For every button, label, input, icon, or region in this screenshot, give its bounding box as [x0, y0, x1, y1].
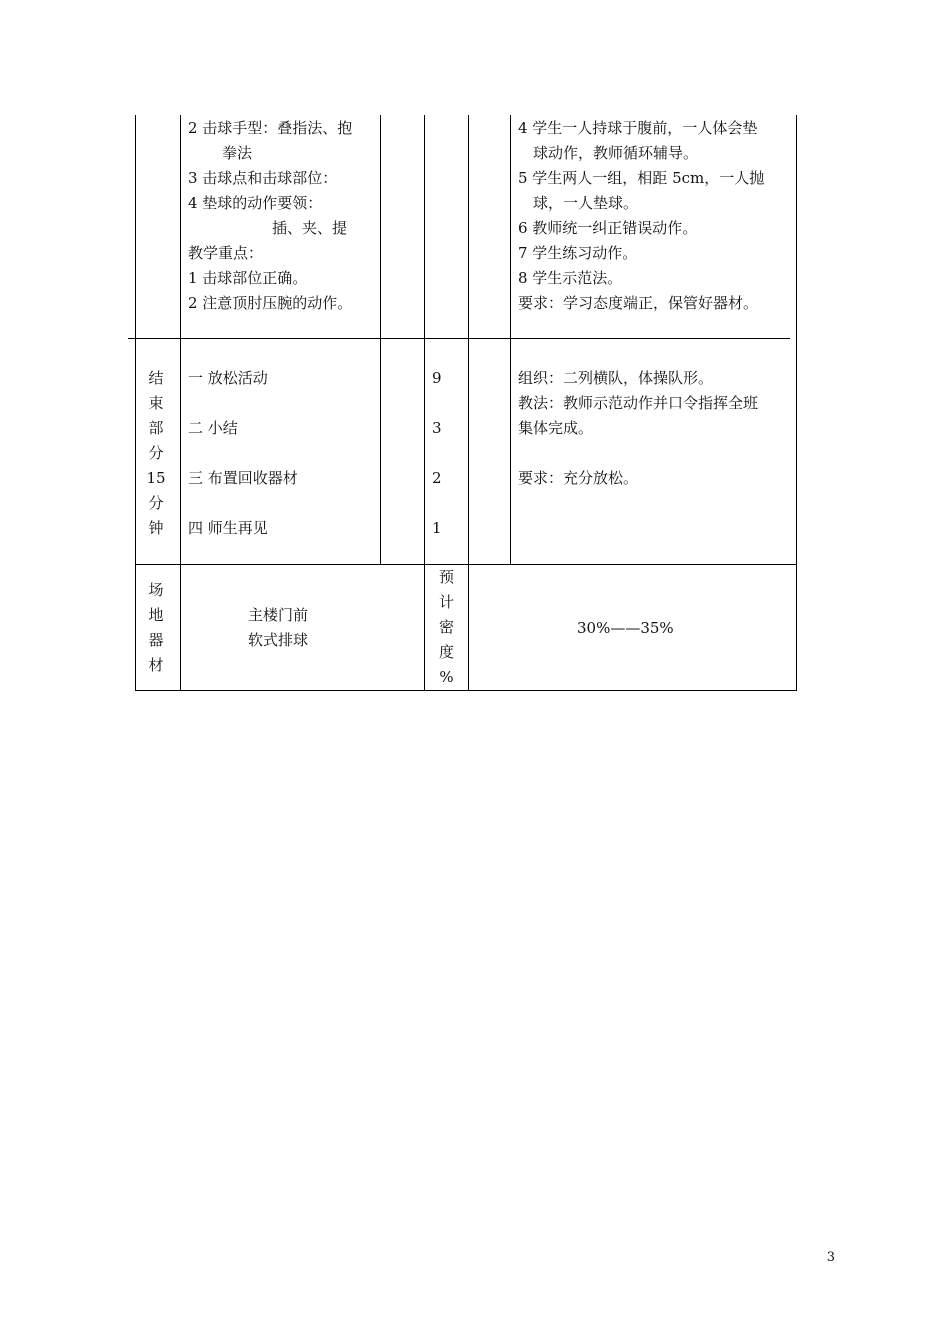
- label-char: 部: [148, 419, 164, 437]
- content-line: 3 击球点和击球部位：: [188, 169, 338, 187]
- label-char: 束: [148, 394, 164, 412]
- table-rule-right-lower: [796, 338, 797, 690]
- label-char: 15: [146, 469, 166, 487]
- organization-line: 球，一人垫球。: [533, 194, 639, 212]
- table-rule-bottom: [135, 690, 797, 691]
- venue-label: [136, 578, 176, 678]
- page-number: 3: [826, 1250, 835, 1265]
- label-char: 材: [148, 656, 164, 674]
- ending-item: 四 师生再见: [188, 519, 268, 537]
- venue-line: 主楼门前: [248, 606, 309, 624]
- label-char: 场: [148, 581, 164, 599]
- ending-time: 2: [432, 469, 442, 487]
- organization-line: 4 学生一人持球于腹前，一人体会垫: [518, 119, 758, 137]
- content-line: 2 击球手型：叠指法、抱: [188, 119, 353, 137]
- table-rule-col5: [510, 115, 511, 564]
- label-char: 度: [438, 643, 454, 661]
- table-rule-col2: [380, 115, 381, 564]
- ending-section-label: [136, 366, 176, 541]
- venue-line: 软式排球: [248, 631, 309, 649]
- label-char: 器: [148, 631, 164, 649]
- table-rule-right-upper: [796, 115, 797, 338]
- organization-line: 组织：二列横队，体操队形。: [518, 369, 714, 387]
- label-char: 钟: [148, 519, 164, 537]
- table-rule-col4: [468, 115, 469, 690]
- table-rule-row-divider: [128, 338, 790, 339]
- label-char: %: [439, 668, 454, 686]
- ending-time: 3: [432, 419, 442, 437]
- ending-item: 二 小结: [188, 419, 238, 437]
- density-label: [425, 565, 468, 690]
- content-line: 4 垫球的动作要领：: [188, 194, 323, 212]
- label-char: 分: [148, 444, 164, 462]
- organization-line: 要求：充分放松。: [518, 469, 639, 487]
- content-line: 1 击球部位正确。: [188, 269, 308, 287]
- label-char: 计: [438, 593, 454, 611]
- label-char: 预: [438, 568, 454, 586]
- content-line: 2 注意顶肘压腕的动作。: [188, 294, 353, 312]
- organization-line: 8 学生示范法。: [518, 269, 623, 287]
- table-rule-col1: [180, 115, 181, 690]
- label-char: 分: [148, 494, 164, 512]
- content-line: 教学重点：: [188, 244, 264, 262]
- content-line: 拳法: [222, 144, 253, 162]
- label-char: 密: [438, 618, 454, 636]
- ending-time: 9: [432, 369, 442, 387]
- ending-item: 一 放松活动: [188, 369, 268, 387]
- ending-item: 三 布置回收器材: [188, 469, 298, 487]
- organization-line: 教法：教师示范动作并口令指挥全班: [518, 394, 759, 412]
- organization-line: 集体完成。: [518, 419, 594, 437]
- organization-line: 7 学生练习动作。: [518, 244, 638, 262]
- organization-line: 球动作，教师循环辅导。: [533, 144, 699, 162]
- organization-line: 要求：学习态度端正，保管好器材。: [518, 294, 759, 312]
- organization-line: 6 教师统一纠正错误动作。: [518, 219, 698, 237]
- label-char: 结: [148, 369, 164, 387]
- density-value: 30%——35%: [577, 619, 674, 637]
- label-char: 地: [148, 606, 164, 624]
- content-line: 插、夹、提: [272, 219, 348, 237]
- ending-time: 1: [432, 519, 442, 537]
- organization-line: 5 学生两人一组，相距 5cm，一人抛: [518, 169, 765, 187]
